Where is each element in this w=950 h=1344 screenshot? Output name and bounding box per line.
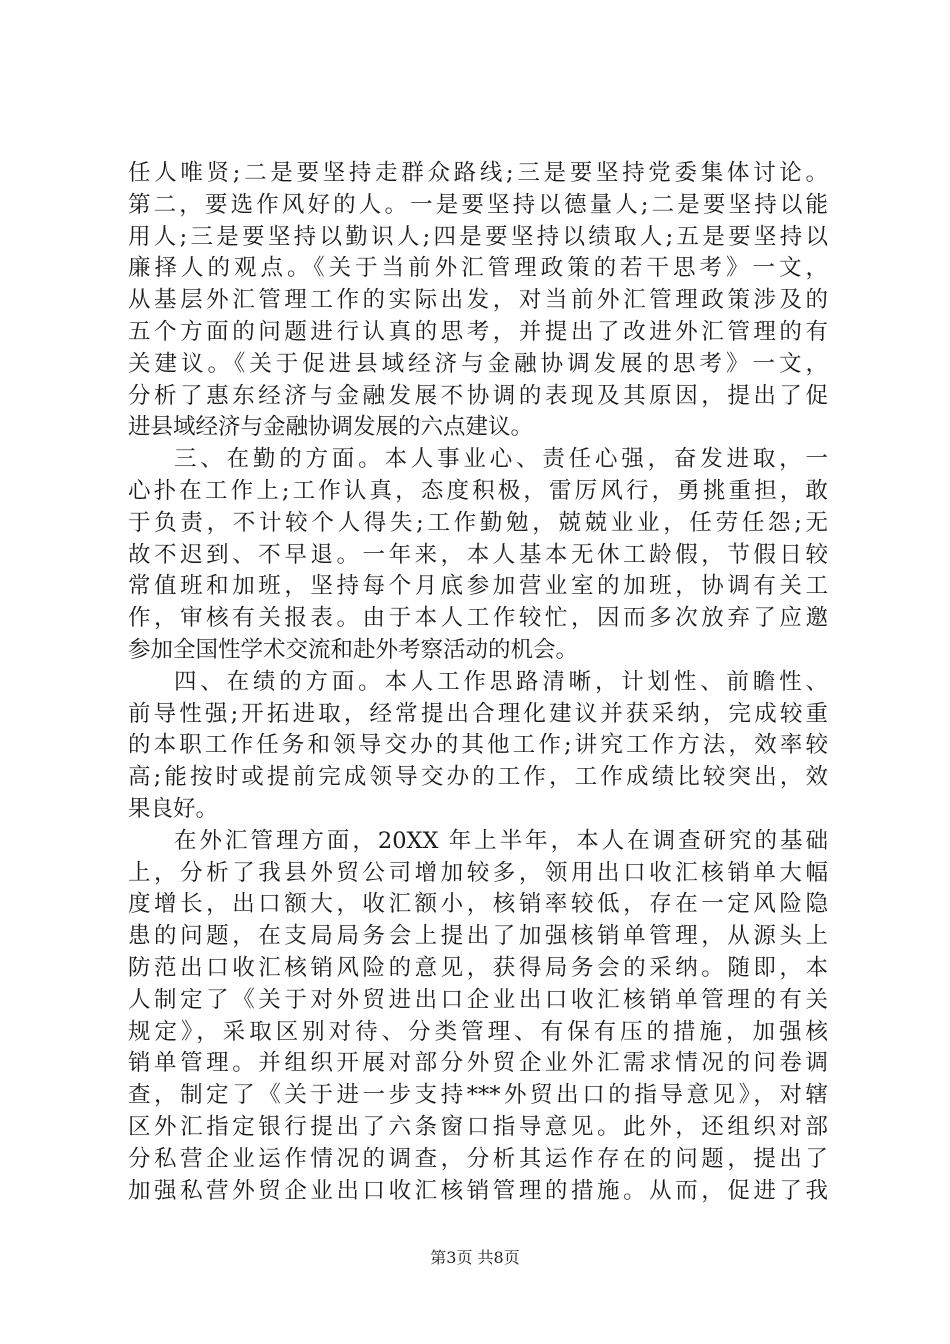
text-line: 查，制定了《关于进一步支持***外贸出口的指导意见》，对辖 <box>128 1082 828 1109</box>
text-line: 加强私营外贸企业出口收汇核销管理的措施。从而，促进了我 <box>128 1177 828 1204</box>
text-line: 五个方面的问题进行认真的思考，并提出了改进外汇管理的有 <box>128 318 828 345</box>
text-line: 人制定了《关于对外贸进出口企业出口收汇核销单管理的有关 <box>128 986 828 1013</box>
text-line: 果良好。 <box>128 795 219 822</box>
body-text <box>128 158 828 1207</box>
text-line: 患的问题，在支局局务会上提出了加强核销单管理，从源头上 <box>128 923 828 950</box>
text-line: 规定》，采取区别对待、分类管理、有保有压的措施，加强核 <box>128 1018 828 1045</box>
text-line: 前导性强;开拓进取，经常提出合理化建议并获采纳，完成较重 <box>128 700 828 727</box>
text-line: 心扑在工作上;工作认真，态度积极，雷厉风行，勇挑重担，敢 <box>128 477 828 504</box>
text-line: 故不迟到、不早退。一年来，本人基本无休工龄假，节假日较 <box>128 541 828 568</box>
text-line: 关建议。《关于促进县域经济与金融协调发展的思考》一文， <box>128 350 828 377</box>
text-line: 高;能按时或提前完成领导交办的工作，工作成绩比较突出，效 <box>128 764 828 791</box>
text-line: 任人唯贤;二是要坚持走群众路线;三是要坚持党委集体讨论。 <box>128 160 828 186</box>
paragraph-heading-line: 四、在绩的方面。本人工作思路清晰，计划性、前瞻性、 <box>174 668 828 695</box>
text-line: 的本职工作任务和领导交办的其他工作;讲究工作方法，效率较 <box>128 732 828 759</box>
text-line: 度增长，出口额大，收汇额小，核销率较低，存在一定风险隐 <box>128 891 828 918</box>
text-line: 从基层外汇管理工作的实际出发，对当前外汇管理政策涉及的 <box>128 287 828 314</box>
text-line: 上，分析了我县外贸公司增加较多，领用出口收汇核销单大幅 <box>128 859 828 886</box>
text-line: 防范出口收汇核销风险的意见，获得局务会的采纳。随即，本 <box>128 954 828 981</box>
text-line: 分私营企业运作情况的调查，分析其运作存在的问题，提出了 <box>128 1145 828 1172</box>
text-line: 进县域经济与金融协调发展的六点建议。 <box>128 414 534 441</box>
text-line: 第二，要选作风好的人。一是要坚持以德量人;二是要坚持以能 <box>128 191 828 218</box>
text-line: 常值班和加班，坚持每个月底参加营业室的加班，协调有关工 <box>128 573 828 600</box>
text-line: 廉择人的观点。《关于当前外汇管理政策的若干思考》一文， <box>128 255 828 282</box>
text-line: 作，审核有关报表。由于本人工作较忙，因而多次放弃了应邀 <box>128 605 828 632</box>
paragraph-heading-line: 三、在勤的方面。本人事业心、责任心强，奋发进取，一 <box>174 446 828 473</box>
text-line: 用人;三是要坚持以勤识人;四是要坚持以绩取人;五是要坚持以 <box>128 223 828 250</box>
text-line: 于负责，不计较个人得失;工作勤勉，兢兢业业，任劳任怨;无 <box>128 509 828 536</box>
paragraph-first-line: 在外汇管理方面，20XX 年上半年，本人在调查研究的基础 <box>174 827 828 854</box>
text-line: 分析了惠东经济与金融发展不协调的表现及其原因，提出了促 <box>128 382 828 409</box>
text-line: 参加全国性学术交流和赴外考察活动的机会。 <box>128 636 579 663</box>
text-line: 区外汇指定银行提出了六条窗口指导意见。此外，还组织对部 <box>128 1113 828 1140</box>
text-line: 销单管理。并组织开展对部分外贸企业外汇需求情况的问卷调 <box>128 1050 828 1077</box>
page-number-footer: 第3页 共8页 <box>430 1248 520 1267</box>
